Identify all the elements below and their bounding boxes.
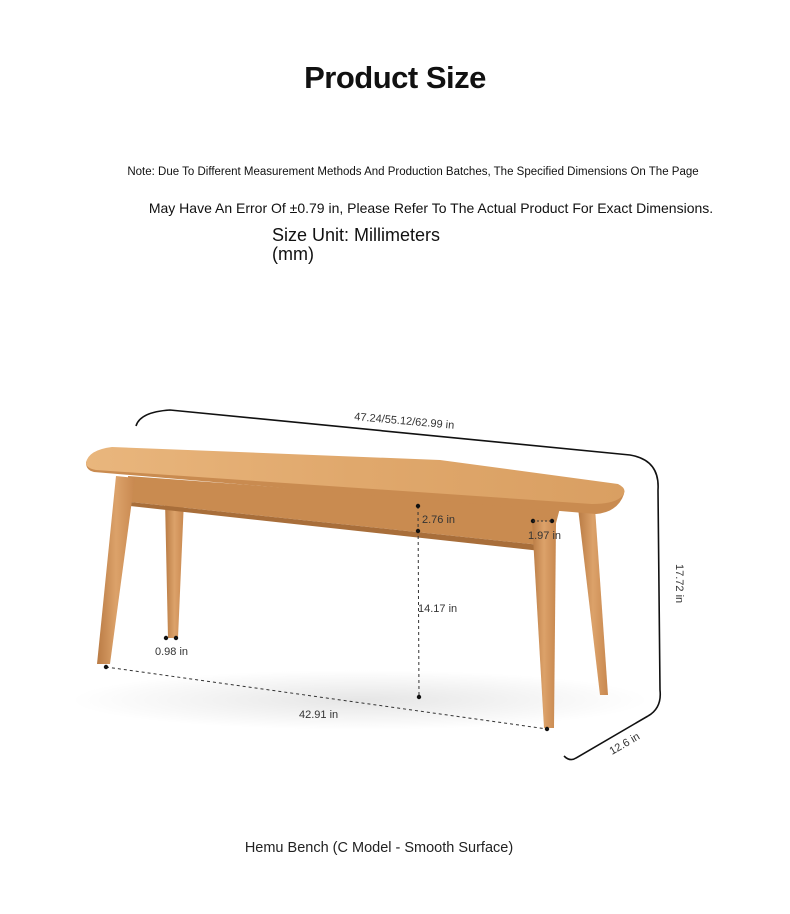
top-thickness-label: 1.97 in xyxy=(528,530,562,542)
under-apron-height-label: 14.17 in xyxy=(418,603,458,615)
leg-span-label: 42.91 in xyxy=(299,709,339,721)
product-name-caption: Hemu Bench (C Model - Smooth Surface) xyxy=(244,840,514,856)
leg-span-point-right xyxy=(545,727,549,731)
leg-width-point-right xyxy=(174,636,178,640)
leg-span-point-left xyxy=(104,665,108,669)
back-left-leg xyxy=(165,500,184,638)
measurement-note-line-1: Note: Due To Different Measurement Methods And Production Batches, The Specified Dimensions On The Page xyxy=(127,166,699,178)
length-label: 47.24/55.12/62.99 in xyxy=(353,411,455,432)
floor-shadow xyxy=(70,670,650,730)
front-left-leg xyxy=(97,476,135,664)
apron-point-top xyxy=(416,504,420,508)
leg-width-point-left xyxy=(164,636,168,640)
depth-label: 12.6 in xyxy=(607,730,643,758)
apron-height-label: 2.76 in xyxy=(422,514,456,526)
floor-point xyxy=(417,695,421,699)
height-label: 17.72 in xyxy=(673,564,685,604)
height-dimension-line xyxy=(648,490,660,716)
back-right-leg xyxy=(578,508,608,695)
apron-point-bottom xyxy=(416,529,420,533)
size-unit-label: Size Unit: Millimeters (mm) xyxy=(272,225,441,264)
leg-width-label: 0.98 in xyxy=(155,646,189,658)
measurement-note-line-2: May Have An Error Of ±0.79 in, Please Refer To The Actual Product For Exact Dimensions. xyxy=(148,200,714,216)
page-title: Product Size xyxy=(304,60,486,95)
